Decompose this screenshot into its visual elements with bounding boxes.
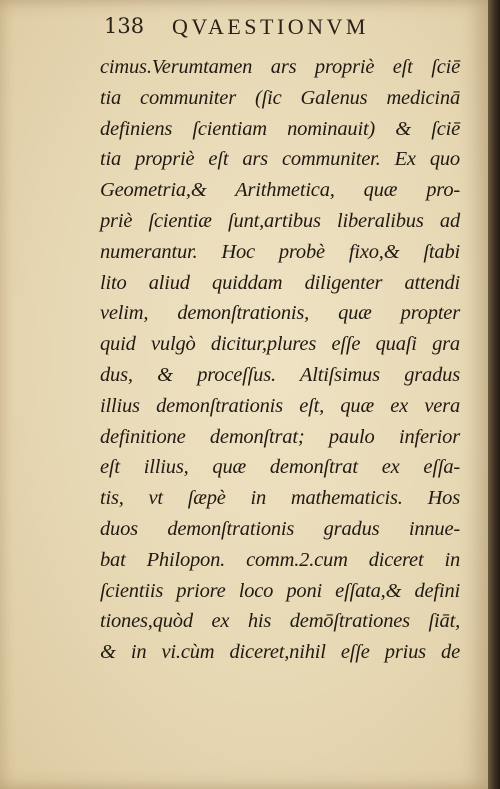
text-line: duos demonſtrationis gradus innue- xyxy=(100,517,460,540)
text-line: illius demonſtrationis eſt, quæ ex vera xyxy=(100,394,460,417)
text-line: definitione demonſtrat; paulo inferior xyxy=(100,425,460,448)
text-line: lito aliud quiddam diligenter attendi xyxy=(100,271,460,294)
text-line: tis, vt ſæpè in mathematicis. Hos xyxy=(100,487,460,510)
text-line: tiones,quòd ex his demōſtrationes ſiāt, xyxy=(100,610,460,633)
text-line: quid vulgò dicitur,plures eſſe quaſi gra xyxy=(100,333,460,356)
text-line: tia communiter (ſic Galenus medicinā xyxy=(100,86,460,109)
page-number: 138 xyxy=(104,14,145,38)
text-line: ſcientiis priore loco poni eſſata,& defini xyxy=(100,579,460,602)
text-line: Geometria,& Arithmetica, quæ pro- xyxy=(100,179,460,202)
running-title: QVAESTIONVM xyxy=(172,14,369,39)
text-line: dus, & proceſſus. Altiſsimus gradus xyxy=(100,363,460,386)
text-line: tia propriè eſt ars communiter. Ex quo xyxy=(100,148,460,171)
page-gutter-edge xyxy=(488,0,500,789)
running-head xyxy=(0,12,488,46)
text-line: & in vi.cùm diceret,nihil eſſe prius de xyxy=(100,641,460,664)
text-line: velim, demonſtrationis, quæ propter xyxy=(100,302,460,325)
text-line: cimus.Verumtamen ars propriè eſt ſciē xyxy=(100,56,460,78)
text-line: numerantur. Hoc probè fixo,& ſtabi xyxy=(100,240,460,263)
text-line: definiens ſcientiam nominauit) & ſciē xyxy=(100,117,460,140)
text-line: eſt illius, quæ demonſtrat ex eſſa- xyxy=(100,456,460,479)
body-text xyxy=(100,52,460,668)
text-line: priè ſcientiæ ſunt,artibus liberalibus ad xyxy=(100,209,460,232)
text-line: bat Philopon. comm.2.cum diceret in xyxy=(100,548,460,571)
